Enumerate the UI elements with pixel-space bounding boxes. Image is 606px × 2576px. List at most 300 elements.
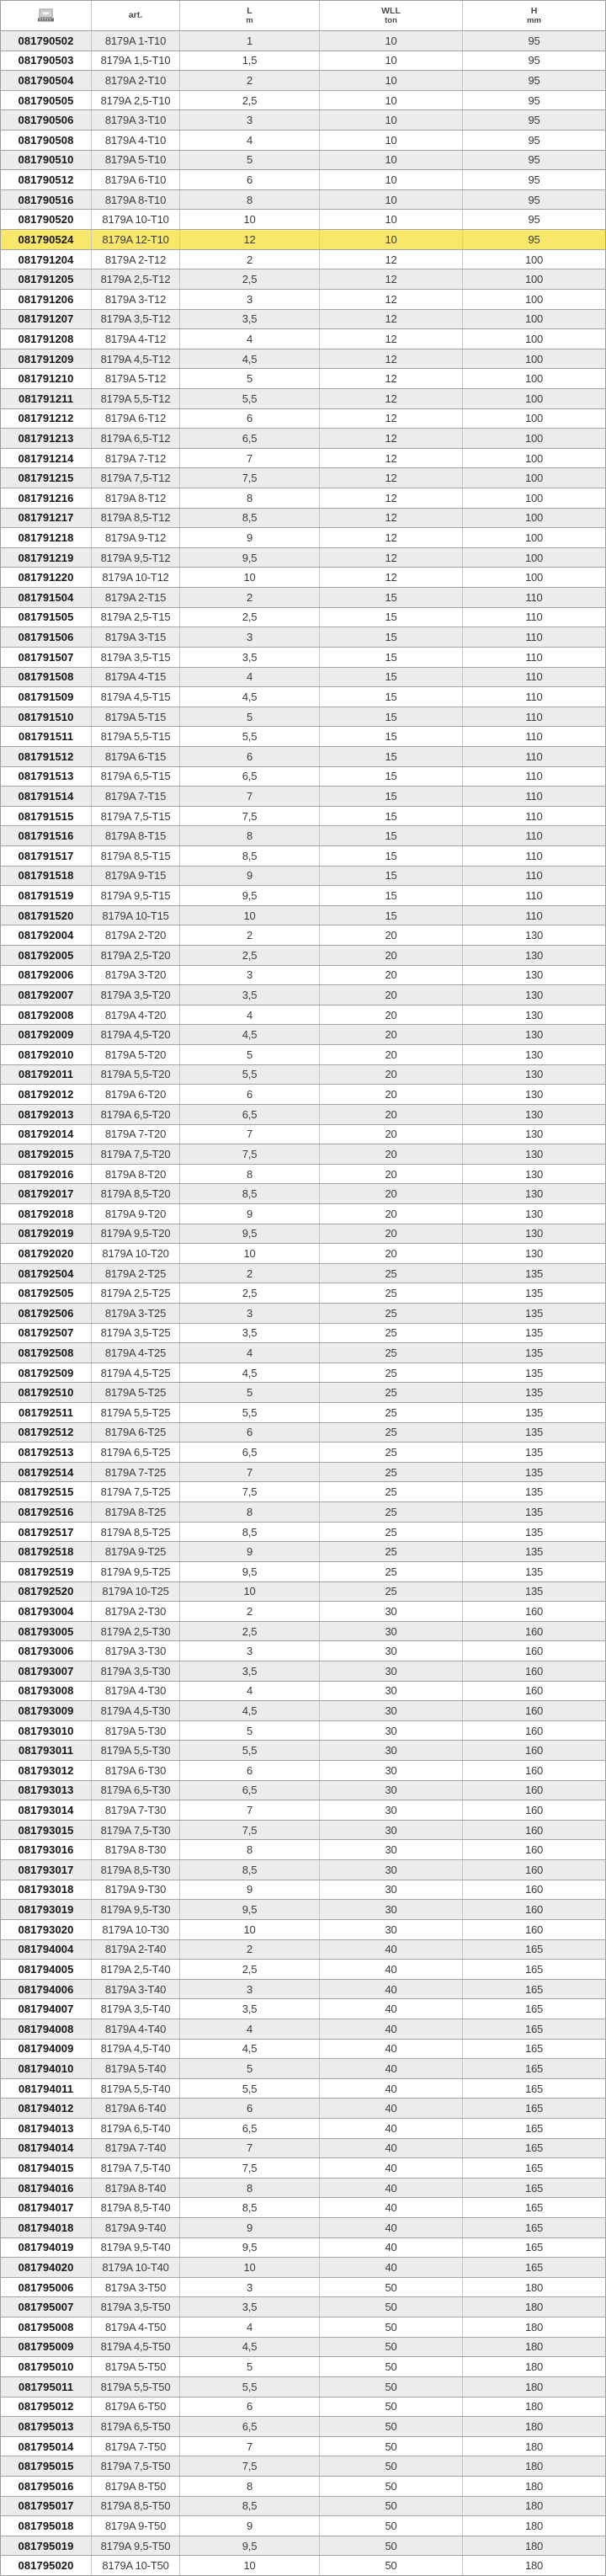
cell-art: 8179A 4,5-T30 [91,1701,179,1720]
cell-wll: 15 [319,886,462,905]
cell-h: 160 [462,1840,605,1859]
table-row[interactable] [1,1860,605,1880]
table-row[interactable] [1,2119,605,2139]
cell-wll: 30 [319,1641,462,1661]
cell-art: 8179A 3-T20 [91,966,179,985]
table-row[interactable] [1,250,605,270]
table-row[interactable] [1,2040,605,2060]
cell-h: 180 [462,2456,605,2476]
table-row[interactable] [1,190,605,211]
cell-art: 8179A 8-T12 [91,488,179,508]
cell-l: 5 [179,707,319,727]
cell-l: 3 [179,290,319,309]
table-row[interactable] [1,1661,605,1682]
table-row[interactable] [1,2477,605,2497]
table-row[interactable] [1,1761,605,1781]
cell-code: 081792014 [18,1128,74,1141]
table-row[interactable] [1,886,605,906]
table-row[interactable] [1,1721,605,1741]
cell-wll: 15 [319,707,462,727]
cell-l: 3,5 [179,985,319,1005]
cell-l: 9 [179,1880,319,1900]
table-row[interactable] [1,2338,605,2358]
cell-h: 135 [462,1463,605,1482]
table-row[interactable] [1,2497,605,2517]
cell-h: 100 [462,389,605,408]
cell-l: 4 [179,1682,319,1701]
table-row[interactable] [1,1324,605,1344]
table-row[interactable] [1,1343,605,1363]
cell-art: 8179A 9-T40 [91,2218,179,2237]
cell-wll: 50 [319,2397,462,2417]
table-row[interactable] [1,2397,605,2418]
cell-wll: 30 [319,1920,462,1939]
table-row[interactable] [1,1980,605,2000]
cell-l: 6,5 [179,429,319,448]
table-row[interactable] [1,946,605,966]
table-row[interactable] [1,1781,605,1801]
table-row[interactable] [1,1940,605,1960]
cell-wll: 20 [319,1085,462,1104]
cell-wll: 12 [319,409,462,429]
cell-wll: 25 [319,1443,462,1462]
table-row[interactable] [1,170,605,190]
table-row[interactable] [1,1264,605,1284]
cell-code: 081791520 [18,909,74,922]
header-art [91,1,179,30]
cell-art: 8179A 5-T15 [91,707,179,727]
table-row[interactable] [1,1641,605,1661]
cell-h: 135 [462,1542,605,1561]
cell-h: 180 [462,2278,605,2297]
table-row[interactable] [1,1562,605,1582]
cell-code: 081795016 [18,2479,74,2493]
table-row[interactable] [1,747,605,767]
cell-l: 3 [179,1304,319,1323]
cell-art: 8179A 7,5-T12 [91,468,179,488]
cell-wll: 50 [319,2417,462,2436]
cell-art: 8179A 2-T30 [91,1602,179,1621]
cell-wll: 12 [319,250,462,269]
table-row[interactable] [1,91,605,111]
table-row[interactable] [1,389,605,409]
table-row[interactable] [1,648,605,668]
cell-code: 081792017 [18,1187,74,1201]
table-row[interactable] [1,1244,605,1264]
table-row[interactable] [1,727,605,747]
table-row[interactable] [1,1622,605,1642]
cell-wll: 40 [319,2099,462,2118]
cell-art: 8179A 2,5-T25 [91,1283,179,1303]
cell-h: 100 [462,409,605,429]
cell-l: 2 [179,1940,319,1960]
cell-l: 9,5 [179,1562,319,1581]
cell-l: 5,5 [179,389,319,408]
cell-wll: 30 [319,1900,462,1919]
table-row[interactable] [1,369,605,389]
cell-l: 4,5 [179,1025,319,1044]
cell-l: 5,5 [179,2079,319,2099]
cell-h: 110 [462,668,605,687]
cell-h: 165 [462,2119,605,2138]
table-row[interactable] [1,627,605,648]
table-row[interactable] [1,1125,605,1145]
cell-wll: 50 [319,2516,462,2536]
cell-l: 10 [179,568,319,587]
cell-h: 130 [462,1065,605,1085]
table-row[interactable] [1,509,605,529]
table-row[interactable] [1,568,605,588]
table-row[interactable] [1,2179,605,2199]
cell-art: 8179A 8-T15 [91,826,179,845]
table-row[interactable] [1,668,605,688]
cell-wll: 15 [319,727,462,746]
table-row[interactable] [1,1443,605,1463]
header-length [179,1,319,30]
table-row[interactable] [1,2377,605,2397]
cell-code: 081792506 [18,1306,74,1320]
cell-h: 135 [462,1363,605,1383]
cell-h: 95 [462,91,605,110]
table-row[interactable] [1,548,605,568]
cell-wll: 30 [319,1661,462,1681]
table-row[interactable] [1,1184,605,1204]
cell-code: 081794014 [18,2141,74,2155]
table-row[interactable] [1,1363,605,1384]
cell-h: 160 [462,1761,605,1780]
table-row[interactable] [1,1304,605,1324]
table-row[interactable] [1,71,605,91]
cell-wll: 30 [319,1701,462,1720]
cell-h: 100 [462,329,605,349]
cell-code: 081792007 [18,989,74,1002]
cell-h: 100 [462,269,605,289]
table-row[interactable] [1,1960,605,1980]
cell-h: 160 [462,1920,605,1939]
table-row[interactable] [1,1523,605,1543]
table-row[interactable] [1,1144,605,1165]
cell-l: 7 [179,1463,319,1482]
cell-code: 081791211 [18,392,74,405]
header-wll-unit: ton [385,15,397,25]
table-row[interactable] [1,1025,605,1045]
cell-art: 8179A 2-T40 [91,1940,179,1960]
cell-art: 8179A 8-T10 [91,190,179,210]
cell-code: 081795010 [18,2360,74,2374]
table-row[interactable] [1,1602,605,1622]
table-row[interactable] [1,1582,605,1603]
table-row[interactable] [1,1701,605,1721]
table-row[interactable] [1,867,605,887]
table-row[interactable] [1,110,605,131]
cell-art: 8179A 5,5-T25 [91,1403,179,1422]
table-row[interactable] [1,588,605,608]
table-row[interactable] [1,1821,605,1841]
table-row[interactable] [1,846,605,867]
table-row[interactable] [1,1403,605,1423]
table-row[interactable] [1,2059,605,2079]
cell-code: 081793014 [18,1804,74,1817]
cell-h: 110 [462,906,605,925]
cell-h: 130 [462,925,605,945]
cell-art: 8179A 8-T20 [91,1165,179,1184]
cell-wll: 10 [319,170,462,189]
table-row[interactable] [1,2238,605,2259]
table-row[interactable] [1,1800,605,1821]
cell-h: 180 [462,2437,605,2456]
table-row[interactable] [1,1920,605,1940]
cell-l: 9,5 [179,1224,319,1244]
table-row[interactable] [1,1204,605,1224]
cell-l: 5 [179,2357,319,2376]
cell-wll: 10 [319,110,462,130]
cell-l: 10 [179,906,319,925]
cell-h: 130 [462,1085,605,1104]
table-row[interactable] [1,787,605,807]
cell-l: 8 [179,2179,319,2198]
cell-art: 8179A 9-T30 [91,1880,179,1900]
table-row[interactable] [1,2437,605,2457]
cell-art: 8179A 3,5-T20 [91,985,179,1005]
table-row[interactable] [1,2139,605,2159]
table-row[interactable] [1,449,605,469]
cell-code: 081794018 [18,2221,74,2234]
cell-wll: 40 [319,2059,462,2078]
table-row[interactable] [1,1105,605,1125]
cell-wll: 30 [319,1800,462,1820]
cell-wll: 20 [319,1045,462,1064]
table-row[interactable] [1,707,605,728]
cell-h: 130 [462,1204,605,1224]
table-row[interactable] [1,2357,605,2377]
cell-l: 3 [179,2278,319,2297]
cell-code: 081791515 [18,809,74,823]
cell-wll: 12 [319,548,462,568]
table-row[interactable] [1,2198,605,2218]
cell-wll: 10 [319,51,462,71]
cell-wll: 20 [319,1125,462,1144]
table-row[interactable] [1,1224,605,1245]
cell-l: 9 [179,1542,319,1561]
table-row[interactable] [1,2556,605,2575]
cell-h: 180 [462,2497,605,2516]
table-row[interactable] [1,290,605,310]
cell-art: 8179A 7,5-T15 [91,807,179,826]
cell-code: 081794008 [18,2022,74,2035]
table-row[interactable] [1,826,605,846]
cell-art: 8179A 7-T40 [91,2139,179,2158]
table-row[interactable] [1,349,605,370]
table-row[interactable] [1,1840,605,1860]
table-row[interactable] [1,488,605,509]
table-row[interactable] [1,985,605,1005]
cell-h: 165 [462,2218,605,2237]
table-row-highlighted[interactable] [1,230,605,250]
table-row[interactable] [1,966,605,986]
table-row[interactable] [1,2317,605,2338]
cell-code: 081795014 [18,2440,74,2453]
table-row[interactable] [1,1463,605,1483]
cell-h: 160 [462,1721,605,1741]
cell-wll: 25 [319,1304,462,1323]
cell-code: 081792517 [18,1525,74,1539]
cell-h: 180 [462,2516,605,2536]
table-row[interactable] [1,687,605,707]
table-row[interactable] [1,1682,605,1702]
table-row[interactable] [1,1005,605,1026]
table-row[interactable] [1,2258,605,2278]
cell-l: 12 [179,230,319,249]
table-row[interactable] [1,807,605,827]
table-row[interactable] [1,429,605,449]
table-row[interactable] [1,608,605,628]
table-row[interactable] [1,51,605,72]
cell-code: 081794011 [18,2082,74,2095]
table-row[interactable] [1,1423,605,1443]
cell-l: 4 [179,131,319,150]
cell-wll: 40 [319,2139,462,2158]
table-row[interactable] [1,2536,605,2557]
cell-art: 8179A 3,5-T12 [91,310,179,329]
cell-l: 2 [179,1602,319,1621]
cell-art: 8179A 5,5-T50 [91,2377,179,2397]
cell-wll: 10 [319,230,462,249]
cell-h: 95 [462,151,605,170]
cell-art: 8179A 3-T25 [91,1304,179,1323]
cell-code: 081792504 [18,1267,74,1280]
cell-l: 4 [179,668,319,687]
cell-art: 8179A 5-T12 [91,369,179,388]
cell-code: 081791216 [18,491,74,504]
cell-wll: 30 [319,1880,462,1900]
table-row[interactable] [1,2417,605,2437]
table-row[interactable] [1,1482,605,1502]
table-row[interactable] [1,1999,605,2019]
table-row[interactable] [1,1045,605,1065]
cell-code: 081790504 [18,74,74,88]
table-row[interactable] [1,1502,605,1523]
table-row[interactable] [1,1165,605,1185]
table-row[interactable] [1,1283,605,1304]
cell-wll: 20 [319,1165,462,1184]
cell-art: 8179A 3,5-T15 [91,648,179,667]
cell-h: 165 [462,2099,605,2118]
table-row[interactable] [1,1880,605,1901]
cell-art: 8179A 8-T25 [91,1502,179,1522]
table-row[interactable] [1,2516,605,2536]
cell-code: 081795017 [18,2499,74,2513]
table-row[interactable] [1,925,605,946]
cell-h: 135 [462,1443,605,1462]
table-row[interactable] [1,906,605,926]
cell-art: 8179A 7-T50 [91,2437,179,2456]
cell-code: 081793010 [18,1724,74,1737]
table-row[interactable] [1,1542,605,1562]
table-row[interactable] [1,1065,605,1085]
cell-code: 081792008 [18,1008,74,1021]
table-row[interactable] [1,210,605,230]
cell-wll: 20 [319,1144,462,1164]
table-row[interactable] [1,269,605,290]
table-row[interactable] [1,528,605,548]
cell-wll: 15 [319,747,462,766]
table-row[interactable] [1,2297,605,2317]
table-row[interactable] [1,1085,605,1105]
cell-code: 081791212 [18,412,74,425]
cell-l: 2 [179,71,319,90]
cell-wll: 10 [319,71,462,90]
cell-h: 135 [462,1582,605,1602]
table-row[interactable] [1,2456,605,2477]
cell-code: 081795020 [18,2559,74,2573]
cell-h: 130 [462,946,605,965]
article-number-icon [35,8,57,23]
table-row[interactable] [1,329,605,349]
cell-code: 081792020 [18,1246,74,1260]
cell-wll: 20 [319,946,462,965]
cell-l: 2,5 [179,1622,319,1641]
table-row[interactable] [1,31,605,51]
cell-wll: 25 [319,1463,462,1482]
table-row[interactable] [1,409,605,429]
cell-code: 081794004 [18,1943,74,1956]
table-row[interactable] [1,767,605,787]
cell-code: 081794010 [18,2061,74,2075]
cell-art: 8179A 4,5-T15 [91,687,179,707]
header-height-unit: mm [527,15,541,25]
table-row[interactable] [1,310,605,330]
cell-l: 5,5 [179,727,319,746]
cell-wll: 20 [319,1005,462,1025]
cell-code: 081792515 [18,1485,74,1499]
table-row[interactable] [1,2019,605,2040]
cell-l: 3 [179,966,319,985]
cell-l: 6,5 [179,2417,319,2436]
cell-l: 7,5 [179,1821,319,1840]
cell-l: 9,5 [179,886,319,905]
cell-h: 135 [462,1482,605,1501]
table-row[interactable] [1,1900,605,1920]
table-row[interactable] [1,1741,605,1761]
cell-wll: 15 [319,648,462,667]
table-row[interactable] [1,2099,605,2119]
table-row[interactable] [1,2278,605,2298]
cell-h: 180 [462,2477,605,2496]
table-row[interactable] [1,131,605,151]
cell-l: 2 [179,588,319,607]
table-row[interactable] [1,1383,605,1403]
cell-h: 100 [462,310,605,329]
cell-l: 8 [179,826,319,845]
cell-wll: 30 [319,1682,462,1701]
cell-code: 081794016 [18,2181,74,2195]
cell-l: 6 [179,1085,319,1104]
table-row[interactable] [1,468,605,488]
cell-l: 7,5 [179,1144,319,1164]
cell-code: 081793011 [18,1744,74,1757]
table-row[interactable] [1,2218,605,2238]
table-row[interactable] [1,151,605,171]
table-row[interactable] [1,2158,605,2179]
cell-h: 180 [462,2297,605,2317]
cell-h: 110 [462,807,605,826]
cell-art: 8179A 6-T40 [91,2099,179,2118]
cell-h: 180 [462,2317,605,2337]
cell-l: 4,5 [179,2338,319,2357]
cell-code: 081792518 [18,1545,74,1559]
cell-code: 081791205 [18,273,74,286]
table-row[interactable] [1,2079,605,2099]
